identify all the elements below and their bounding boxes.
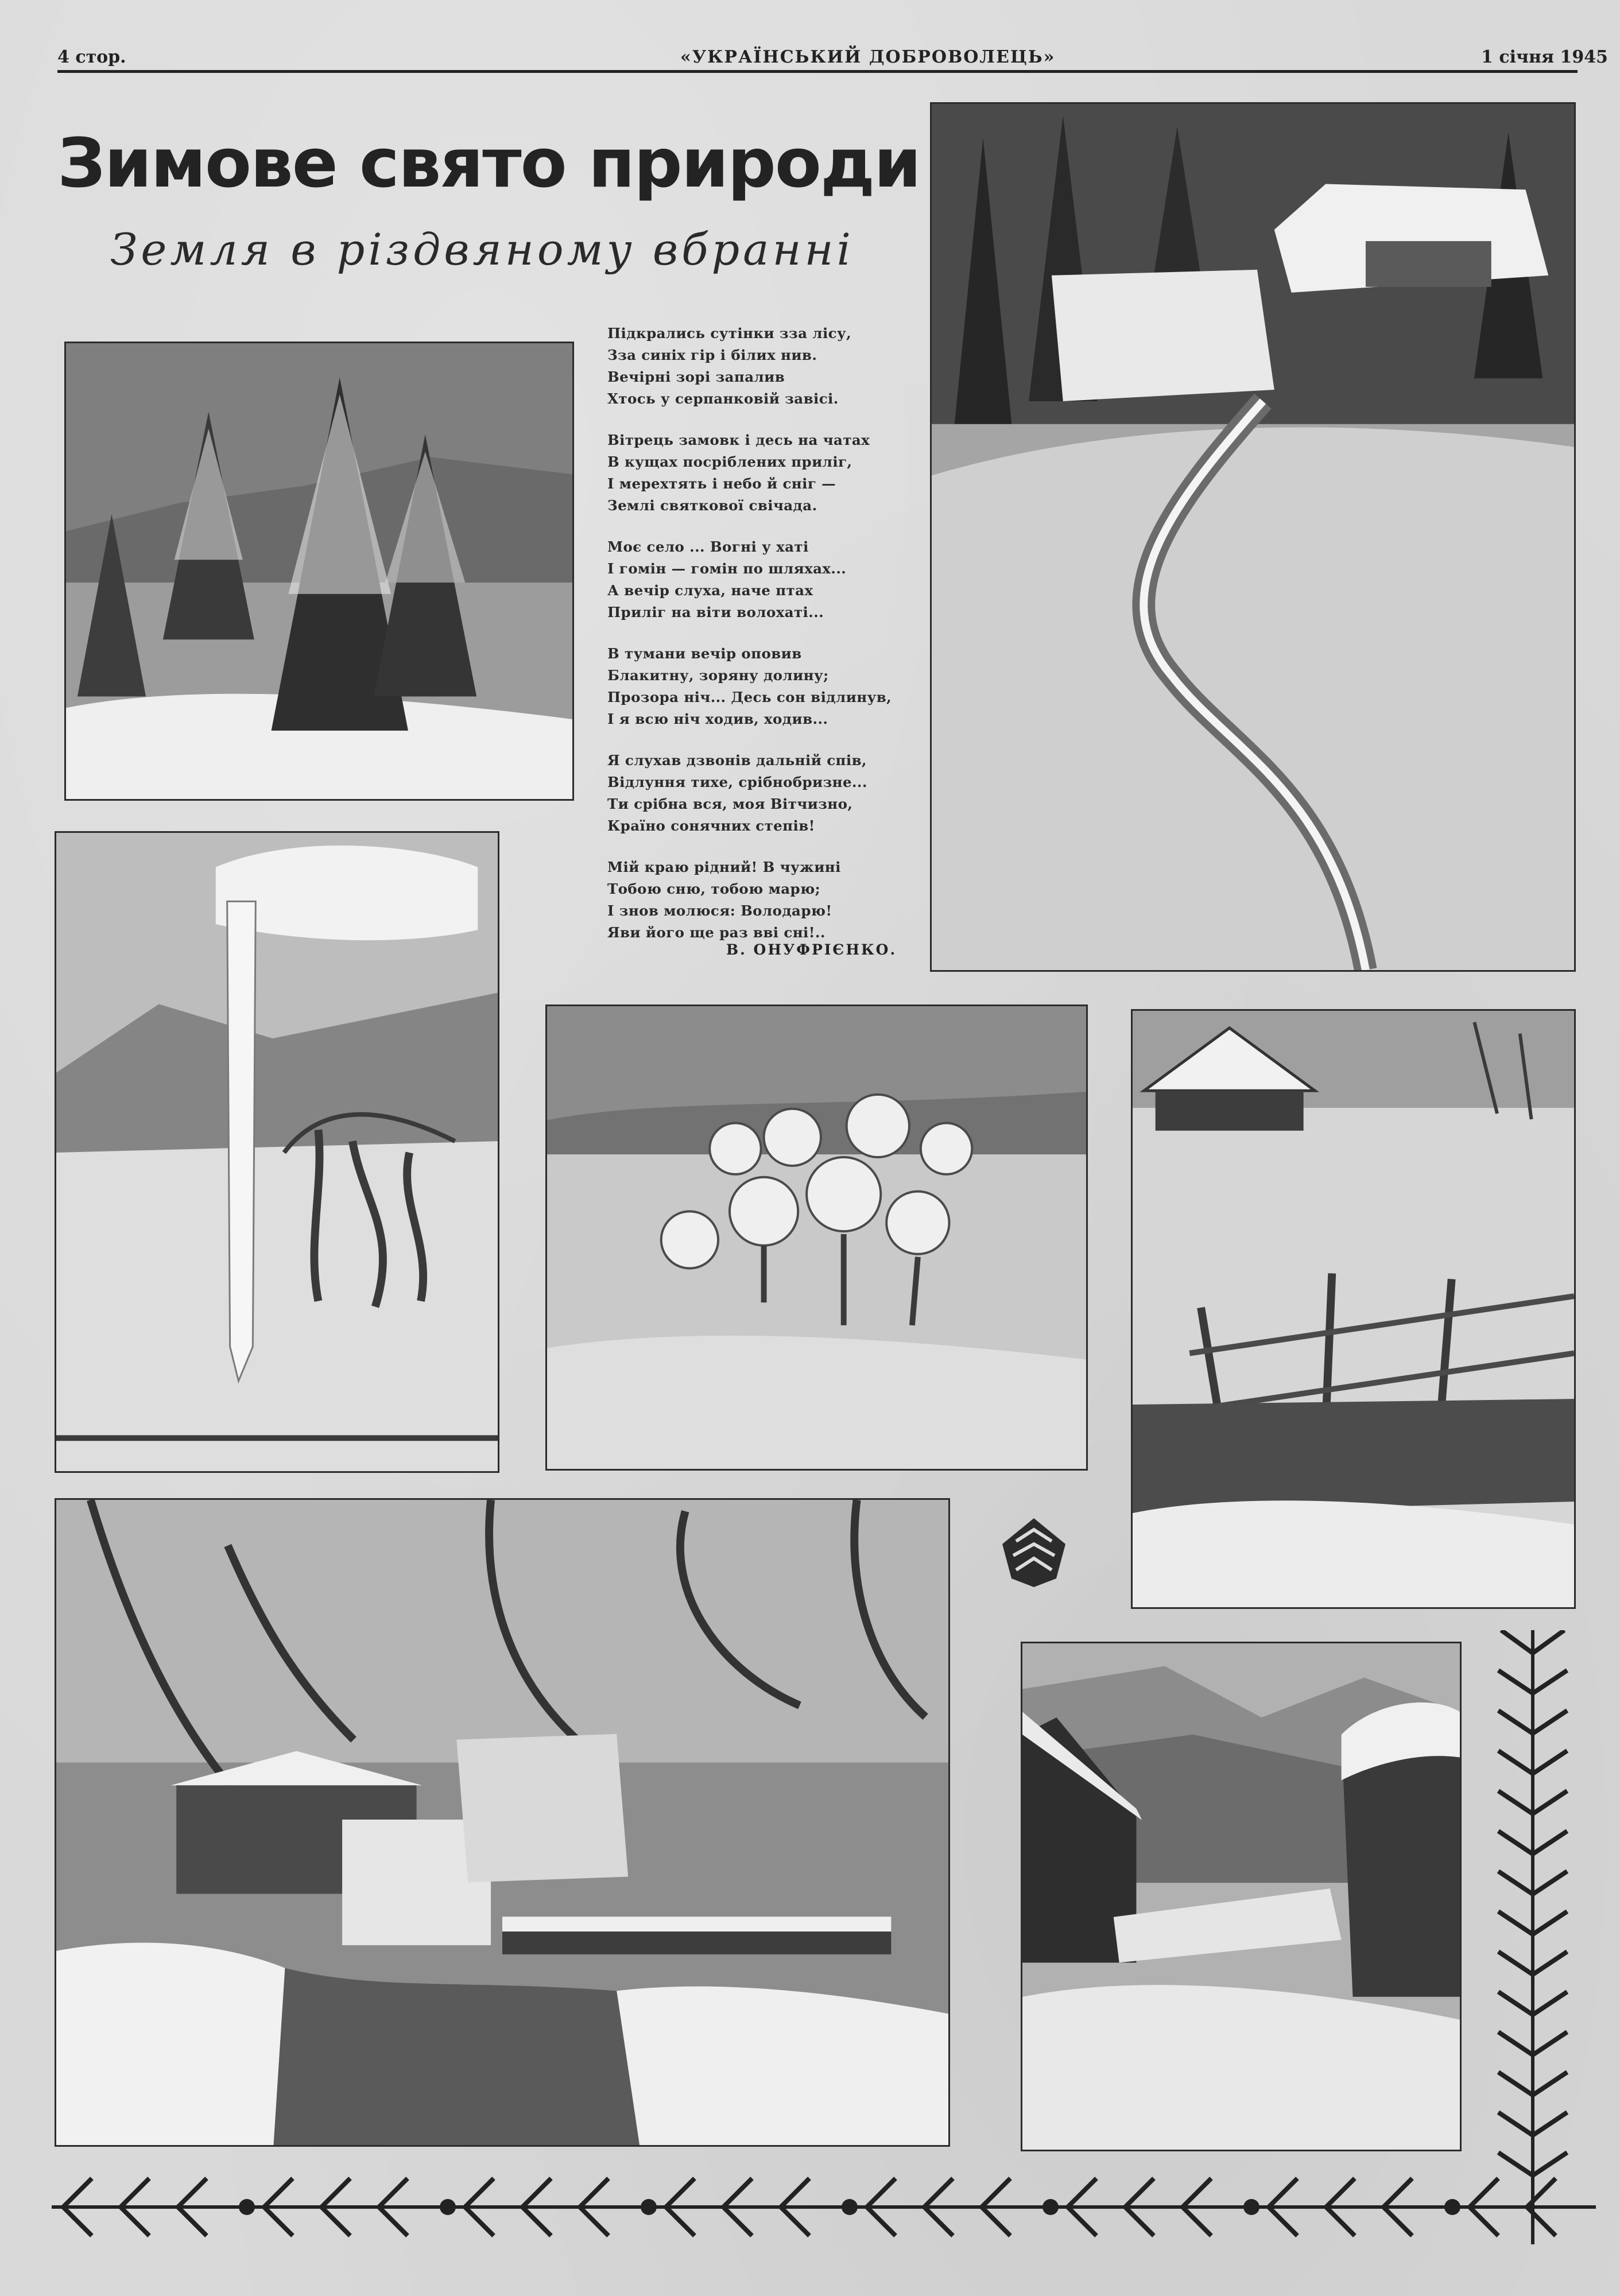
page-number: 4 стор. — [57, 47, 126, 67]
pinecone-ornament-icon — [999, 1515, 1069, 1590]
poem-stanza — [607, 750, 906, 837]
poem — [607, 323, 906, 963]
poem-line: Вечірні зорі запалив — [607, 369, 785, 385]
poem-line: Підкрались сутінки зза лісу, — [607, 325, 851, 342]
photo-valley-cabins — [1021, 1642, 1462, 2151]
poem-line: Хтось у серпанковій завісі. — [607, 390, 839, 407]
poem-author: В. ОНУФРІЄНКО. — [726, 941, 897, 958]
poem-line: Землі святкової свічада. — [607, 497, 817, 514]
paper-title: «УКРАЇНСЬКИЙ ДОБРОВОЛЕЦЬ» — [680, 47, 1056, 67]
poem-line: Зза синіх гір і білих нив. — [607, 347, 817, 363]
poem-stanza — [607, 429, 906, 517]
photo-chalet-fence — [1131, 1009, 1576, 1609]
poem-line: Мій краю рідний! В чужині — [607, 859, 841, 875]
poem-line: В кущах посріблених приліг, — [607, 453, 852, 470]
poem-line: І мерехтять і небо й сніг — — [607, 475, 836, 492]
poem-stanza — [607, 856, 906, 944]
poem-line: І я всю ніч ходив, ходив... — [607, 711, 828, 727]
poem-stanza — [607, 643, 906, 730]
fir-branch-ornament-icon — [1490, 1630, 1576, 2244]
chalet-fence-icon — [1133, 1011, 1574, 1607]
poem-stanza — [607, 323, 906, 410]
poem-line: Вітрець замовк і десь на чатах — [607, 432, 870, 448]
poem-line: І знов молюся: Володарю! — [607, 902, 832, 919]
photo-icicle — [55, 831, 499, 1473]
saplings-icon — [547, 1006, 1086, 1469]
masthead-rule — [57, 70, 1578, 73]
poem-line: Країно сонячних степів! — [607, 817, 815, 834]
poem-line: І гомін — гомін по шляхах... — [607, 560, 847, 577]
article-headline: Зимове свято природи — [57, 123, 920, 203]
snowy-firs-icon — [66, 343, 572, 799]
poem-stanza — [607, 536, 906, 623]
poem-line: Блакитну, зоряну долину; — [607, 667, 829, 684]
icicle-icon — [56, 833, 498, 1471]
poem-line: Відлуння тихе, срібнобризне... — [607, 774, 867, 790]
photo-house-path — [930, 102, 1576, 972]
photo-bridge-stream — [55, 1498, 950, 2147]
poem-line: Ти срібна вся, моя Вітчизно, — [607, 796, 853, 812]
house-path-icon — [932, 104, 1574, 970]
poem-line: Яви його ще раз вві сні!.. — [607, 924, 825, 941]
photo-saplings — [545, 1004, 1088, 1471]
article-subheadline: Земля в різдвяному вбранні — [110, 224, 854, 275]
poem-line: А вечір слуха, наче птах — [607, 582, 813, 599]
poem-line: В тумани вечір оповив — [607, 645, 802, 662]
issue-date: 1 січня 1945 — [1481, 47, 1609, 67]
poem-line: Я слухав дзвонів дальній спів, — [607, 752, 867, 769]
poem-line: Приліг на віти волохаті... — [607, 604, 824, 620]
photo-snowy-firs — [64, 342, 574, 801]
poem-line: Тобою сню, тобою марю; — [607, 881, 821, 897]
poem-line: Моє село ... Вогні у хаті — [607, 538, 809, 555]
bridge-stream-icon — [56, 1500, 948, 2145]
valley-cabins-icon — [1022, 1643, 1460, 2150]
fir-garland-ornament-icon — [52, 2167, 1596, 2247]
poem-line: Прозора ніч... Десь сон відлинув, — [607, 689, 892, 705]
